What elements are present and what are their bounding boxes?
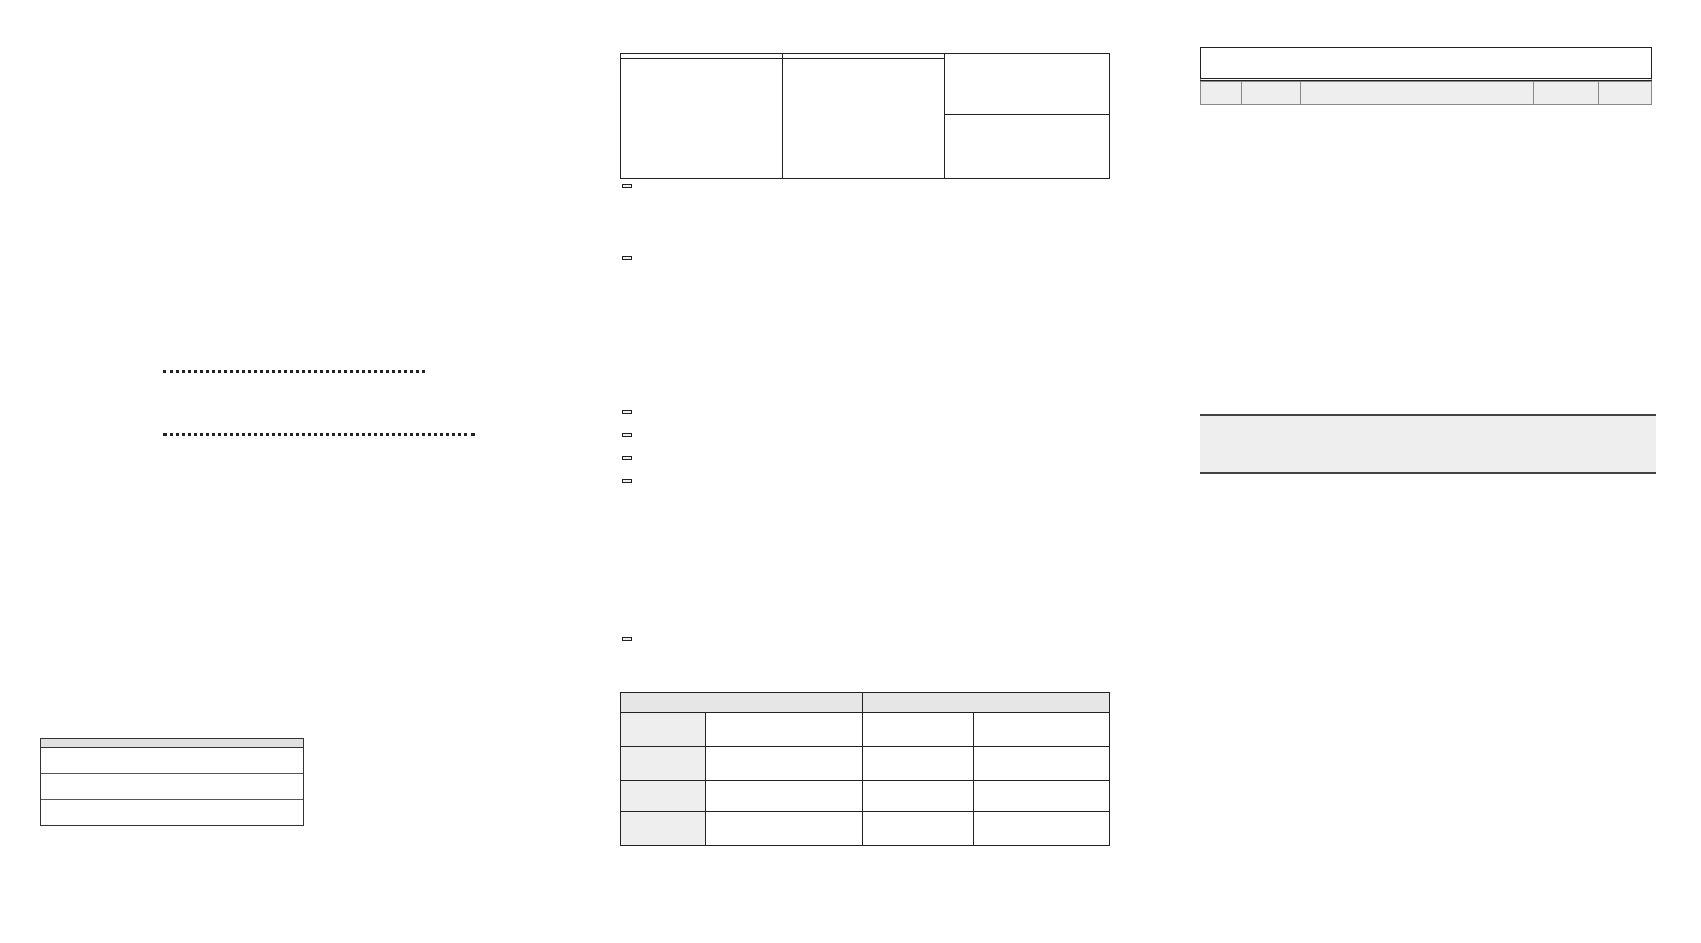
prayer-slot — [863, 781, 974, 812]
bond-tag — [622, 479, 632, 483]
prayer-slot — [863, 812, 974, 846]
committee-role — [621, 747, 706, 781]
col-number — [1201, 82, 1242, 105]
welcome-title — [1200, 47, 1652, 81]
friday-time — [945, 62, 1109, 68]
committee-names — [706, 713, 863, 747]
col-affiliation — [1534, 82, 1599, 105]
tithe-tag — [622, 184, 632, 188]
col-name — [1242, 82, 1301, 105]
new-family-table — [1200, 81, 1652, 105]
service-schedule-table — [620, 53, 1110, 179]
prayer-slot — [863, 747, 974, 781]
youtube-qr-code[interactable] — [450, 758, 530, 838]
prayer-person — [974, 781, 1110, 812]
prayer-contact — [1200, 420, 1656, 422]
services-and-offerings — [620, 53, 1110, 843]
order-row-prayer — [35, 362, 565, 382]
mission-tag — [622, 637, 632, 641]
committee-role — [621, 812, 706, 846]
committee-table — [620, 692, 1110, 846]
friday-and-dawn — [945, 54, 1109, 178]
prayer-person — [974, 713, 1110, 747]
dawn-time — [945, 122, 1109, 124]
sunday-worship-order — [35, 50, 575, 840]
wednesday-service — [783, 54, 945, 178]
prayer-topics — [1200, 414, 1656, 842]
christmas-tag — [622, 410, 632, 414]
building-tag — [622, 456, 632, 460]
newyear-tag — [622, 433, 632, 437]
committee-names — [706, 812, 863, 846]
recording-item — [41, 748, 303, 774]
recording-ministry-box — [40, 738, 304, 826]
committee-names — [706, 747, 863, 781]
prayer-person — [974, 747, 1110, 781]
welcome-and-prayer — [1200, 47, 1660, 867]
prayer-slot — [863, 713, 974, 747]
homepage-qr-code[interactable] — [320, 758, 400, 838]
order-row-praise — [35, 425, 565, 445]
col-guide — [1599, 82, 1652, 105]
committee-names — [706, 781, 863, 812]
friday-title — [945, 54, 1109, 62]
recording-item — [41, 800, 303, 825]
committee-header — [621, 693, 863, 713]
next-prayer-header — [863, 693, 1110, 713]
thanks-tag — [622, 256, 632, 260]
afternoon-service — [621, 54, 783, 178]
recording-title — [41, 739, 303, 748]
recording-item — [41, 774, 303, 800]
prayer-person — [974, 812, 1110, 846]
col-address — [1301, 82, 1534, 105]
committee-role — [621, 781, 706, 812]
committee-role — [621, 713, 706, 747]
prayer-header — [1200, 414, 1656, 474]
